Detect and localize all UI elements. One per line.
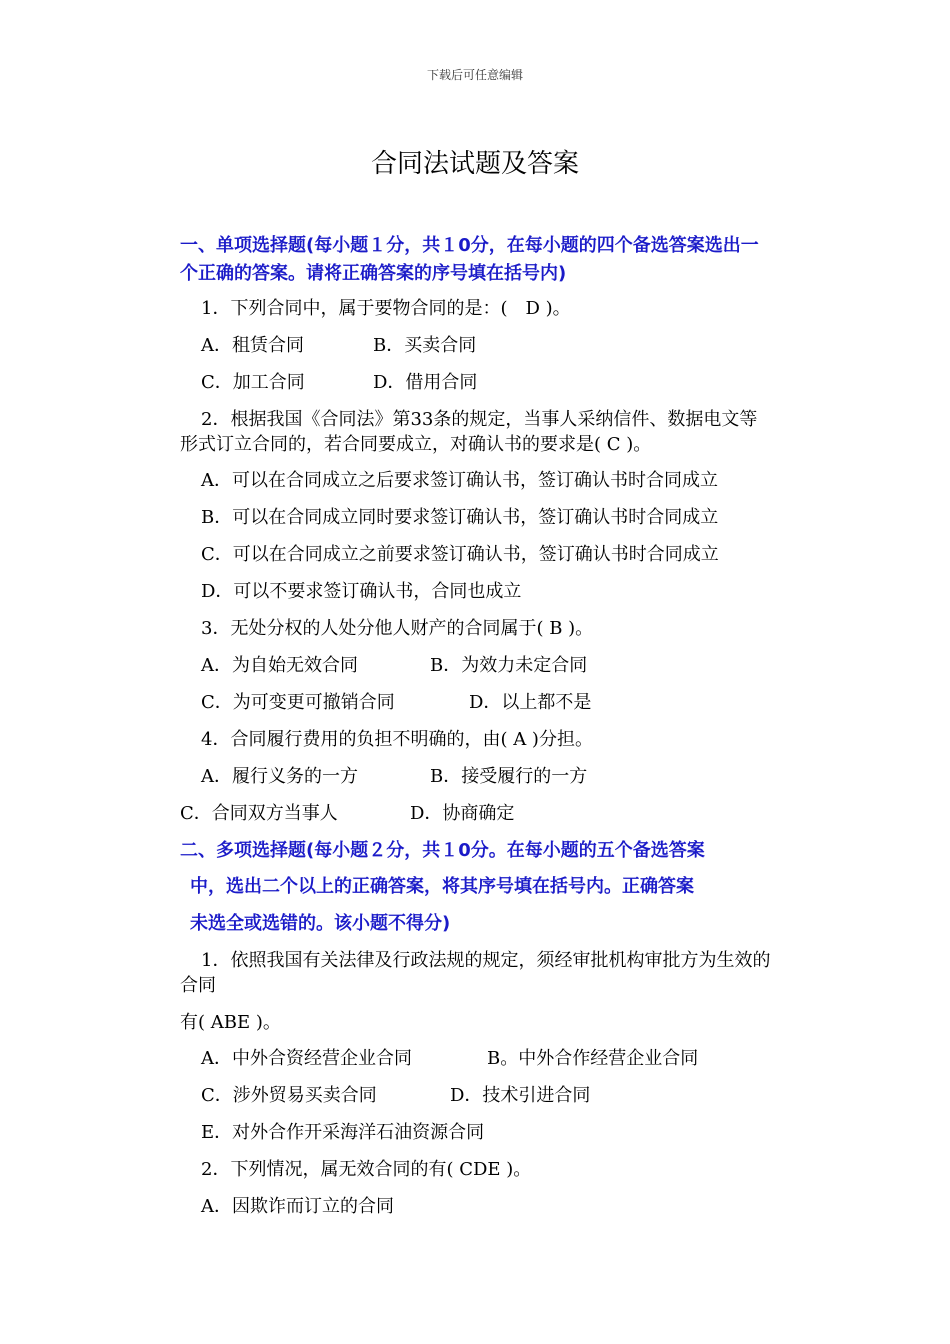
section2-heading-line3: 未选全或选错的。该小题不得分) xyxy=(190,913,451,934)
s2-q1-option-a: A．中外合资经营企业合同 xyxy=(201,1048,412,1069)
s1-q4-options-row2 xyxy=(180,801,514,827)
s2-q1-option-b: B。中外合作经营企业合同 xyxy=(487,1048,699,1069)
s1-q4-stem: 4．合同履行费用的负担不明确的，由( A )分担。 xyxy=(201,729,593,750)
section1-heading-line2: 个正确的答案。请将正确答案的序号填在括号内) xyxy=(180,263,567,284)
section2-heading-line2: 中，选出二个以上的正确答案，将其序号填在括号内。正确答案 xyxy=(190,876,694,897)
s1-q3-options-row2 xyxy=(201,690,591,716)
s2-q1-stem-line3: 有( ABE )。 xyxy=(180,1012,281,1033)
s1-q3-stem: 3．无处分权的人处分他人财产的合同属于( B )。 xyxy=(201,618,594,639)
s1-q1-option-d: D．借用合同 xyxy=(373,372,478,393)
s1-q1-options-row2 xyxy=(201,370,477,396)
s1-q1-option-b: B．买卖合同 xyxy=(373,335,477,356)
s1-q4-option-c: C．合同双方当事人 xyxy=(180,803,338,824)
s2-q1-options-row2 xyxy=(201,1083,590,1109)
s1-q3-option-c: C．为可变更可撤销合同 xyxy=(201,692,395,713)
s2-q1-option-d: D．技术引进合同 xyxy=(450,1085,591,1106)
s2-q1-option-c: C．涉外贸易买卖合同 xyxy=(201,1085,377,1106)
s1-q4-option-d: D．协商确定 xyxy=(410,803,515,824)
s1-q2-option-b: B．可以在合同成立同时要求签订确认书，签订确认书时合同成立 xyxy=(201,507,719,528)
s1-q2-stem-line1: 2．根据我国《合同法》第33条的规定，当事人采纳信件、数据电文等 xyxy=(201,409,758,430)
s1-q3-options-row1 xyxy=(201,653,587,679)
s1-q1-options-row1 xyxy=(201,333,476,359)
s1-q2-option-a: A．可以在合同成立之后要求签订确认书，签订确认书时合同成立 xyxy=(201,470,718,491)
s1-q1-option-c: C．加工合同 xyxy=(201,372,305,393)
s1-q4-options-row1 xyxy=(201,764,587,790)
s2-q2-stem: 2．下列情况，属无效合同的有( CDE )。 xyxy=(201,1159,532,1180)
s1-q3-option-a: A．为自始无效合同 xyxy=(201,655,358,676)
page-title: 合同法试题及答案 xyxy=(370,149,579,179)
s2-q1-options-row1 xyxy=(201,1046,698,1072)
s1-q1-stem: 1．下列合同中，属于要物合同的是：( D )。 xyxy=(201,298,571,319)
s2-q1-option-e: E．对外合作开采海洋石油资源合同 xyxy=(201,1122,485,1143)
s2-q1-stem-line1: 1．依照我国有关法律及行政法规的规定，须经审批机构审批方为生效的 xyxy=(201,950,771,971)
s1-q4-option-a: A．履行义务的一方 xyxy=(201,766,358,787)
s1-q3-option-b: B．为效力未定合同 xyxy=(430,655,588,676)
s2-q2-option-a: A．因欺诈而订立的合同 xyxy=(201,1196,394,1217)
s1-q3-option-d: D．以上都不是 xyxy=(469,692,592,713)
s1-q2-option-c: C．可以在合同成立之前要求签订确认书，签订确认书时合同成立 xyxy=(201,544,719,565)
header-note: 下载后可任意编辑 xyxy=(426,68,523,82)
s1-q2-stem-line2: 形式订立合同的，若合同要成立，对确认书的要求是( C )。 xyxy=(180,434,652,455)
s1-q1-option-a: A．租赁合同 xyxy=(201,335,304,356)
section2-heading-line1: 二、多项选择题(每小题２分，共１0分。在每小题的五个备选答案 xyxy=(180,840,705,861)
s1-q4-option-b: B．接受履行的一方 xyxy=(430,766,588,787)
s2-q1-stem-line2: 合同 xyxy=(180,975,216,996)
s1-q2-option-d: D．可以不要求签订确认书，合同也成立 xyxy=(201,581,522,602)
section1-heading-line1: 一、单项选择题(每小题１分，共１0分，在每小题的四个备选答案选出一 xyxy=(180,235,759,256)
